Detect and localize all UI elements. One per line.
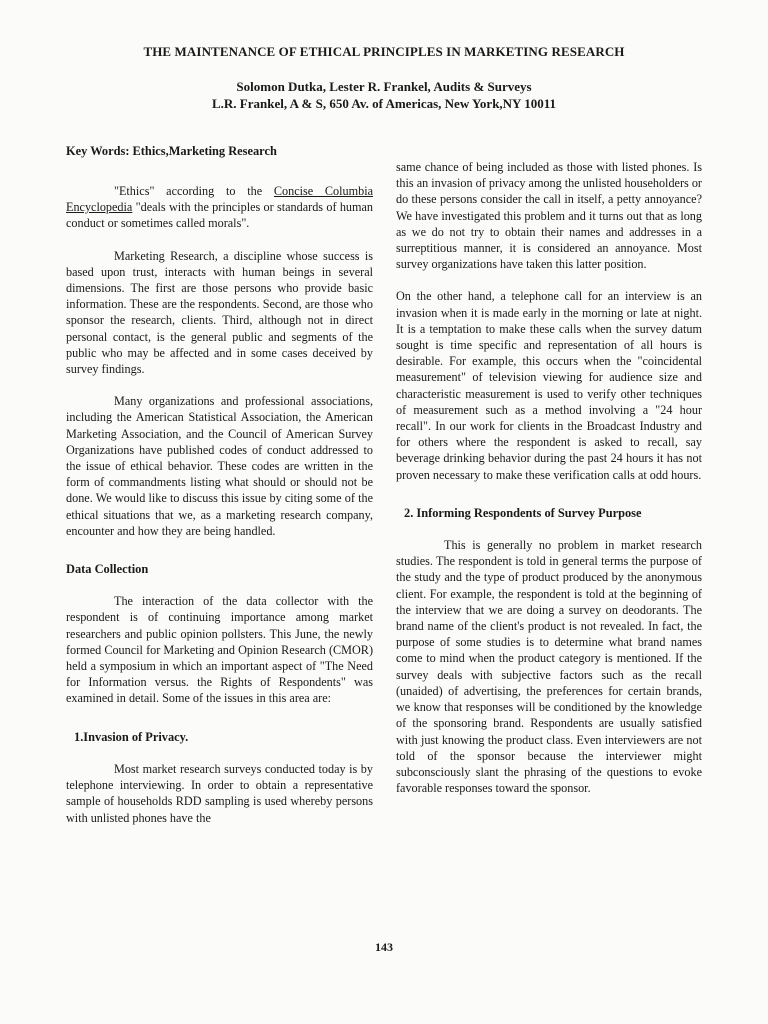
author-block	[0, 78, 768, 112]
paragraph-survey-purpose: This is generally no problem in market research studies. The respondent is told in general terms the purpose of the study and the type of product produced by the anonymous client. For example, the respondent is told at the beginning of the interview that we are doing a survey on deodorants. The brand name of the client's product is not revealed. In fact, the purpose of some studies is to determine what brand names come to mind when the product category is mentioned. If the survey deals with subjective factors such as the recall (unaided) of advertising, the preferences for certain brands, we know that responses will be conditioned by the knowledge of the sponsoring brand. Respondents are usually satisfied with just knowing the product class. Even interviewers are not told of the sponsor because the interviewer might subconsciously slant the phrasing of the questions to evoke favorable responses toward the sponsor.	[396, 538, 702, 796]
paragraph-marketing-research: Marketing Research, a discipline whose success is based upon trust, interacts with human beings in several dimensions. The first are those persons who provide basic information. These are the respondents. Second, are those who sponsor the research, clients. Third, although not in direct personal contact, is the general public and segments of the public who may be affected and in some cases deceived by survey findings.	[66, 248, 373, 377]
paper-title: THE MAINTENANCE OF ETHICAL PRINCIPLES IN MARKETING RESEARCH	[143, 44, 625, 59]
paragraph-ethics-definition: "Ethics" according to the Concise Columbia Encyclopedia "deals with the principles or standards of human conduct or sometimes called morals".	[66, 184, 373, 231]
right-column	[396, 159, 702, 796]
paragraph-call-timing: On the other hand, a telephone call for an interview is an invasion when it is made early in the morning or late at night. It is a temptation to make these calls when the survey datum sought is time specific and representation of all hours is desirable. For example, this occurs when the "coincidental measurement" of television viewing for audience size and characteristic measurement is used to verify other techniques of measurement such as a method involving a "24 hour recall". In our work for clients in the Broadcast Industry and for others where the respondent is asked to recall, say beverage drinking behavior during the past 24 hours it has not proven necessary to make these verification calls at odd hours.	[396, 289, 702, 482]
paragraph-telephone-interviewing: Most market research surveys conducted today is by telephone interviewing. In order to obtain a representative sample of households RDD sampling is used whereby persons with unlisted phones have the	[66, 761, 373, 825]
paragraph-organizations: Many organizations and professional associations, including the American Statistical Association, the American Marketing Association, and the Council of American Survey Organizations have published codes of conduct addressed to the issue of ethical behavior. These codes are written in the form of commandments listing what should or should not be done. We would like to discuss this issue by citing some of the ethical situations that we, as a marketing research company, encounter and how they are being handled.	[66, 394, 373, 538]
subheading-invasion-of-privacy: 1.Invasion of Privacy.	[74, 729, 189, 744]
left-column	[66, 183, 373, 826]
page-number: 143	[375, 940, 393, 954]
subheading-informing-respondents: 2. Informing Respondents of Survey Purpose	[404, 505, 642, 520]
encyclopedia-title: Concise Columbia Encyclopedia	[66, 184, 373, 215]
author-address-line: L.R. Frankel, A & S, 650 Av. of Americas, New York,NY 10011	[211, 96, 556, 111]
paragraph-data-collection: The interaction of the data collector with the respondent is of continuing importance among market researchers and public opinion pollsters. This June, the newly formed Council for Marketing and Opinion Research (CMOR) held a symposium in which an important aspect of "The Need for Information versus. the Rights of Respondents" was examined in detail. Some of the issues in this area are:	[66, 594, 373, 706]
keywords: Key Words: Ethics,Marketing Research	[66, 144, 277, 158]
paragraph-unlisted-phones: same chance of being included as those with listed phones. Is this an invasion of privacy among the unlisted householders or do these persons consider the call in itself, a petty annoyance? We have investigated this problem and it turns out that as long as we do not try to obtain their names and addresses in a surreptitious manner, it is considered an annoyance. Most survey organizations have taken this latter position.	[396, 160, 702, 272]
author-line-1: Solomon Dutka, Lester R. Frankel, Audits & Surveys	[236, 79, 532, 94]
section-heading-data-collection: Data Collection	[66, 562, 149, 577]
